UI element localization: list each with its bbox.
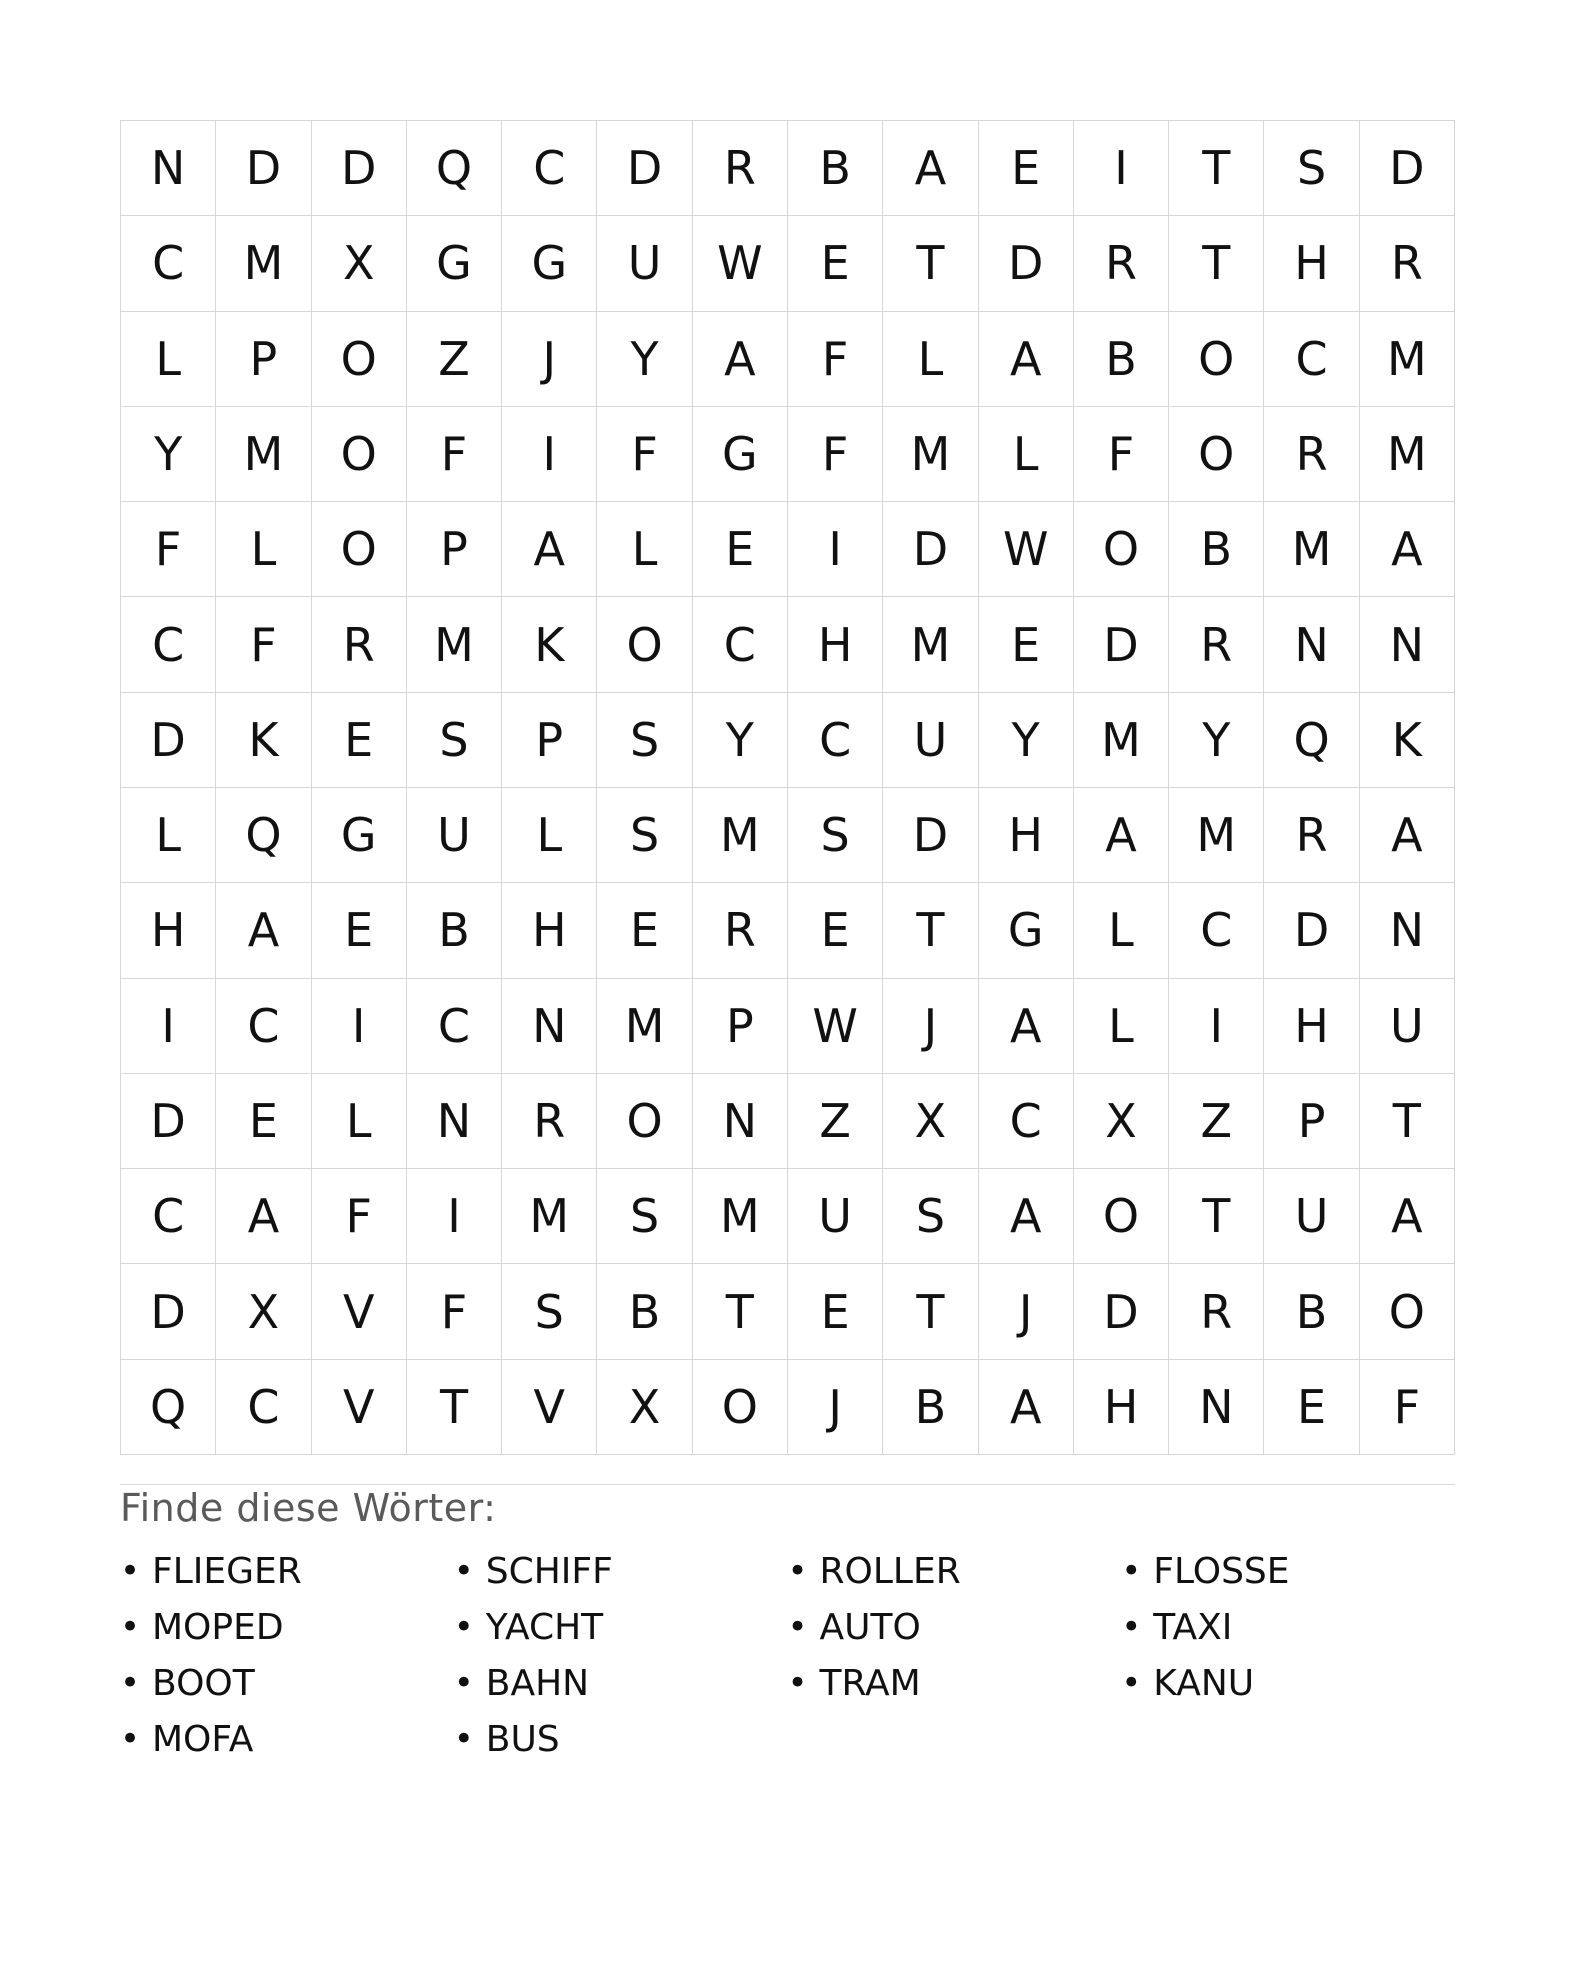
grid-cell[interactable]: F [1360, 1360, 1455, 1455]
grid-cell[interactable]: T [1169, 1169, 1264, 1264]
grid-cell[interactable]: U [788, 1169, 883, 1264]
grid-cell[interactable]: D [883, 788, 978, 883]
grid-cell[interactable]: D [1360, 121, 1455, 216]
grid-cell[interactable]: Z [788, 1074, 883, 1169]
grid-cell[interactable]: X [597, 1360, 692, 1455]
grid-cell[interactable]: P [693, 979, 788, 1074]
grid-cell[interactable]: S [1264, 121, 1359, 216]
grid-cell[interactable]: L [312, 1074, 407, 1169]
grid-cell[interactable]: L [216, 502, 311, 597]
grid-cell[interactable]: D [1264, 883, 1359, 978]
grid-cell[interactable]: J [502, 312, 597, 407]
grid-cell[interactable]: D [1074, 1264, 1169, 1359]
bullet-icon: • [453, 1551, 474, 1591]
grid-cell[interactable]: O [1074, 1169, 1169, 1264]
grid-cell[interactable]: V [502, 1360, 597, 1455]
grid-cell[interactable]: D [979, 216, 1074, 311]
grid-cell[interactable]: C [216, 1360, 311, 1455]
word-list-item [788, 1543, 1122, 1599]
grid-cell[interactable]: J [883, 979, 978, 1074]
grid-cell[interactable]: T [693, 1264, 788, 1359]
grid-cell[interactable]: E [788, 216, 883, 311]
grid-cell[interactable]: Y [597, 312, 692, 407]
grid-cell[interactable]: G [312, 788, 407, 883]
word-label: TAXI [1153, 1606, 1233, 1648]
grid-cell[interactable]: M [1360, 407, 1455, 502]
grid-cell[interactable]: C [121, 597, 216, 692]
word-list-item [120, 1655, 454, 1711]
bullet-icon: • [787, 1607, 808, 1647]
grid-cell[interactable]: Z [1169, 1074, 1264, 1169]
grid-cell[interactable]: A [1074, 788, 1169, 883]
grid-cell[interactable]: R [312, 597, 407, 692]
grid-cell[interactable]: U [883, 693, 978, 788]
grid-cell[interactable]: S [597, 693, 692, 788]
word-label: TRAM [819, 1662, 921, 1704]
grid-cell[interactable]: C [121, 1169, 216, 1264]
grid-cell[interactable]: N [693, 1074, 788, 1169]
grid-cell[interactable]: D [312, 121, 407, 216]
grid-cell[interactable]: M [883, 407, 978, 502]
grid-cell[interactable]: N [1360, 597, 1455, 692]
grid-cell[interactable]: L [979, 407, 1074, 502]
grid-cell[interactable]: F [788, 407, 883, 502]
word-label: FLOSSE [1153, 1550, 1290, 1592]
grid-cell[interactable]: M [407, 597, 502, 692]
grid-cell[interactable]: A [693, 312, 788, 407]
word-list-item [454, 1599, 788, 1655]
word-label: BOOT [152, 1662, 255, 1704]
grid-cell[interactable]: R [693, 883, 788, 978]
bullet-icon: • [787, 1663, 808, 1703]
grid-cell[interactable]: U [597, 216, 692, 311]
word-list-item [454, 1543, 788, 1599]
grid-cell[interactable]: C [788, 693, 883, 788]
grid-cell[interactable]: F [597, 407, 692, 502]
grid-cell[interactable]: O [693, 1360, 788, 1455]
grid-cell[interactable]: T [1169, 216, 1264, 311]
grid-cell[interactable]: Q [1264, 693, 1359, 788]
grid-cell[interactable]: Z [407, 312, 502, 407]
grid-cell[interactable]: L [883, 312, 978, 407]
grid-cell[interactable]: B [1074, 312, 1169, 407]
grid-cell[interactable]: O [1360, 1264, 1455, 1359]
grid-cell[interactable]: S [597, 1169, 692, 1264]
grid-cell[interactable]: L [1074, 979, 1169, 1074]
grid-cell[interactable]: K [502, 597, 597, 692]
grid-cell[interactable]: F [121, 502, 216, 597]
grid-cell[interactable]: N [1264, 597, 1359, 692]
grid-cell[interactable]: O [1074, 502, 1169, 597]
grid-cell[interactable]: X [883, 1074, 978, 1169]
word-label: YACHT [485, 1606, 604, 1648]
grid-cell[interactable]: P [407, 502, 502, 597]
grid-cell[interactable]: O [597, 1074, 692, 1169]
grid-cell[interactable]: I [788, 502, 883, 597]
grid-cell[interactable]: M [502, 1169, 597, 1264]
grid-cell[interactable]: E [693, 502, 788, 597]
grid-cell[interactable]: S [407, 693, 502, 788]
grid-cell[interactable]: E [312, 883, 407, 978]
word-list-item [120, 1599, 454, 1655]
grid-cell[interactable]: F [312, 1169, 407, 1264]
grid-cell[interactable]: O [312, 502, 407, 597]
grid-cell[interactable]: E [979, 597, 1074, 692]
grid-cell[interactable]: L [502, 788, 597, 883]
grid-cell[interactable]: A [1360, 1169, 1455, 1264]
grid-cell[interactable]: W [788, 979, 883, 1074]
grid-cell[interactable]: C [407, 979, 502, 1074]
word-label: MOPED [152, 1606, 284, 1648]
grid-cell[interactable]: I [121, 979, 216, 1074]
grid-cell[interactable]: H [1264, 216, 1359, 311]
bullet-icon: • [453, 1663, 474, 1703]
word-label: FLIEGER [152, 1550, 302, 1592]
grid-cell[interactable]: J [979, 1264, 1074, 1359]
grid-cell[interactable]: A [216, 883, 311, 978]
grid-cell[interactable]: A [216, 1169, 311, 1264]
grid-cell[interactable]: O [1169, 407, 1264, 502]
grid-cell[interactable]: O [1169, 312, 1264, 407]
grid-cell[interactable]: M [883, 597, 978, 692]
word-list-item [1121, 1543, 1455, 1599]
grid-cell[interactable]: D [121, 1264, 216, 1359]
word-label: KANU [1153, 1662, 1255, 1704]
grid-cell[interactable]: L [121, 312, 216, 407]
grid-cell[interactable]: F [216, 597, 311, 692]
grid-cell[interactable]: V [312, 1360, 407, 1455]
grid-cell[interactable]: K [216, 693, 311, 788]
grid-cell[interactable]: D [883, 502, 978, 597]
word-list-item [454, 1655, 788, 1711]
grid-cell[interactable]: A [979, 979, 1074, 1074]
bullet-icon: • [1121, 1663, 1142, 1703]
grid-cell[interactable]: N [121, 121, 216, 216]
grid-cell[interactable]: V [312, 1264, 407, 1359]
grid-cell[interactable]: I [502, 407, 597, 502]
grid-cell[interactable]: S [883, 1169, 978, 1264]
grid-cell[interactable]: Q [121, 1360, 216, 1455]
grid-cell[interactable]: O [597, 597, 692, 692]
grid-cell[interactable]: A [1360, 788, 1455, 883]
grid-cell[interactable]: T [883, 883, 978, 978]
grid-cell[interactable]: W [693, 216, 788, 311]
grid-cell[interactable]: N [1169, 1360, 1264, 1455]
grid-cell[interactable]: C [1264, 312, 1359, 407]
grid-cell[interactable]: G [979, 883, 1074, 978]
grid-cell[interactable]: M [1360, 312, 1455, 407]
bullet-icon: • [1121, 1607, 1142, 1647]
grid-cell[interactable]: C [121, 216, 216, 311]
grid-cell[interactable]: H [1264, 979, 1359, 1074]
grid-cell[interactable]: A [883, 121, 978, 216]
word-list [120, 1543, 1455, 1767]
grid-cell[interactable]: E [788, 1264, 883, 1359]
grid-cell[interactable]: L [121, 788, 216, 883]
grid-cell[interactable]: S [502, 1264, 597, 1359]
grid-cell[interactable]: H [979, 788, 1074, 883]
grid-cell[interactable]: Y [693, 693, 788, 788]
grid-cell[interactable]: B [788, 121, 883, 216]
grid-cell[interactable]: M [1264, 502, 1359, 597]
grid-cell[interactable]: G [693, 407, 788, 502]
grid-cell[interactable]: M [1074, 693, 1169, 788]
word-list-item [788, 1655, 1122, 1711]
grid-cell[interactable]: Y [121, 407, 216, 502]
grid-cell[interactable]: E [788, 883, 883, 978]
word-label: ROLLER [819, 1550, 961, 1592]
grid-cell[interactable]: Y [1169, 693, 1264, 788]
grid-cell[interactable]: C [979, 1074, 1074, 1169]
grid-cell[interactable]: E [979, 121, 1074, 216]
word-label: BAHN [485, 1662, 590, 1704]
grid-cell[interactable]: N [407, 1074, 502, 1169]
grid-cell[interactable]: E [216, 1074, 311, 1169]
word-label: MOFA [152, 1718, 254, 1760]
grid-cell[interactable]: H [1074, 1360, 1169, 1455]
word-list-item [1121, 1655, 1455, 1711]
grid-cell[interactable]: H [121, 883, 216, 978]
grid-cell[interactable]: T [883, 1264, 978, 1359]
word-list-item [120, 1543, 454, 1599]
grid-cell[interactable]: F [1074, 407, 1169, 502]
grid-cell[interactable]: W [979, 502, 1074, 597]
grid-cell[interactable]: B [1169, 502, 1264, 597]
grid-cell[interactable]: I [1074, 121, 1169, 216]
divider [120, 1484, 1455, 1485]
grid-cell[interactable]: D [1074, 597, 1169, 692]
grid-cell[interactable]: U [1360, 979, 1455, 1074]
grid-cell[interactable]: I [407, 1169, 502, 1264]
grid-cell[interactable]: C [502, 121, 597, 216]
grid-cell[interactable]: F [788, 312, 883, 407]
grid-cell[interactable]: A [979, 312, 1074, 407]
grid-cell[interactable]: R [502, 1074, 597, 1169]
grid-cell[interactable]: T [1360, 1074, 1455, 1169]
grid-cell[interactable]: L [597, 502, 692, 597]
grid-cell[interactable]: Q [407, 121, 502, 216]
grid-cell[interactable]: D [121, 1074, 216, 1169]
bullet-icon: • [120, 1663, 141, 1703]
grid-cell[interactable]: R [1169, 1264, 1264, 1359]
grid-cell[interactable]: F [407, 407, 502, 502]
grid-cell[interactable]: P [502, 693, 597, 788]
grid-cell[interactable]: N [502, 979, 597, 1074]
grid-cell[interactable]: A [979, 1360, 1074, 1455]
bullet-icon: • [120, 1551, 141, 1591]
grid-cell[interactable]: X [216, 1264, 311, 1359]
grid-cell[interactable]: A [1360, 502, 1455, 597]
grid-cell[interactable]: R [693, 121, 788, 216]
grid-cell[interactable]: G [407, 216, 502, 311]
grid-cell[interactable]: X [1074, 1074, 1169, 1169]
grid-cell[interactable]: P [1264, 1074, 1359, 1169]
grid-cell[interactable]: M [693, 1169, 788, 1264]
grid-cell[interactable]: I [312, 979, 407, 1074]
grid-cell[interactable]: G [502, 216, 597, 311]
grid-cell[interactable]: E [597, 883, 692, 978]
grid-cell[interactable]: R [1264, 788, 1359, 883]
bullet-icon: • [120, 1607, 141, 1647]
grid-cell[interactable]: E [1264, 1360, 1359, 1455]
grid-cell[interactable]: P [216, 312, 311, 407]
letter-grid [120, 120, 1455, 1455]
grid-cell[interactable]: D [216, 121, 311, 216]
grid-cell[interactable]: O [312, 312, 407, 407]
grid-cell[interactable]: T [1169, 121, 1264, 216]
grid-cell[interactable]: M [216, 407, 311, 502]
grid-cell[interactable]: T [883, 216, 978, 311]
grid-cell[interactable]: D [597, 121, 692, 216]
grid-cell[interactable]: M [693, 788, 788, 883]
word-label: SCHIFF [485, 1550, 613, 1592]
word-list-item [788, 1599, 1122, 1655]
word-label: AUTO [819, 1606, 921, 1648]
grid-cell[interactable]: F [407, 1264, 502, 1359]
grid-cell[interactable]: M [216, 216, 311, 311]
bullet-icon: • [453, 1607, 474, 1647]
grid-cell[interactable]: N [1360, 883, 1455, 978]
grid-cell[interactable]: U [1264, 1169, 1359, 1264]
bullet-icon: • [120, 1719, 141, 1759]
grid-cell[interactable]: I [1169, 979, 1264, 1074]
grid-cell[interactable]: L [1074, 883, 1169, 978]
grid-cell[interactable]: M [597, 979, 692, 1074]
bullet-icon: • [453, 1719, 474, 1759]
grid-cell[interactable]: R [1074, 216, 1169, 311]
grid-cell[interactable]: R [1169, 597, 1264, 692]
grid-cell[interactable]: C [216, 979, 311, 1074]
grid-cell[interactable]: B [1264, 1264, 1359, 1359]
grid-cell[interactable]: C [1169, 883, 1264, 978]
grid-cell[interactable]: H [502, 883, 597, 978]
grid-cell[interactable]: S [597, 788, 692, 883]
grid-cell[interactable]: R [1360, 216, 1455, 311]
grid-cell[interactable]: M [1169, 788, 1264, 883]
grid-cell[interactable]: J [788, 1360, 883, 1455]
grid-cell[interactable]: Y [979, 693, 1074, 788]
grid-cell[interactable]: S [788, 788, 883, 883]
grid-cell[interactable]: B [883, 1360, 978, 1455]
grid-cell[interactable]: R [1264, 407, 1359, 502]
grid-cell[interactable]: U [407, 788, 502, 883]
grid-cell[interactable]: A [502, 502, 597, 597]
grid-cell[interactable]: H [788, 597, 883, 692]
word-label: BUS [485, 1718, 560, 1760]
grid-cell[interactable]: B [407, 883, 502, 978]
grid-cell[interactable]: C [693, 597, 788, 692]
grid-cell[interactable]: T [407, 1360, 502, 1455]
grid-cell[interactable]: K [1360, 693, 1455, 788]
word-list-item [120, 1711, 454, 1767]
word-list-item [1121, 1599, 1455, 1655]
grid-cell[interactable]: Q [216, 788, 311, 883]
bullet-icon: • [787, 1551, 808, 1591]
bullet-icon: • [1121, 1551, 1142, 1591]
grid-cell[interactable]: D [121, 693, 216, 788]
grid-cell[interactable]: A [979, 1169, 1074, 1264]
word-list-heading: Finde diese Wörter: [120, 1486, 497, 1530]
grid-cell[interactable]: X [312, 216, 407, 311]
grid-cell[interactable]: B [597, 1264, 692, 1359]
grid-cell[interactable]: E [312, 693, 407, 788]
grid-cell[interactable]: O [312, 407, 407, 502]
word-list-item [454, 1711, 788, 1767]
